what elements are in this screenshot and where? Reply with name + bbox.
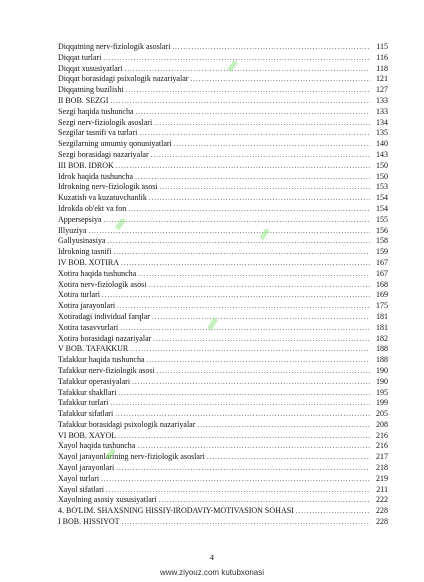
toc-entry — [58, 441, 388, 452]
toc-entry-title: Idrokning tasnifi — [58, 247, 112, 257]
toc-dot-leader — [101, 474, 370, 485]
toc-dot-leader — [135, 172, 370, 183]
toc-entry-title: Idrokda ob'ekt va fon — [58, 203, 127, 213]
toc-entry-page: 219 — [376, 473, 388, 483]
toc-entry-title: Xayolning asosiy xususiyatlari — [58, 495, 157, 505]
toc-dot-leader — [118, 431, 370, 442]
toc-entry-page: 182 — [376, 333, 388, 343]
toc-entry-title: Idrok haqida tushuncha — [58, 171, 134, 181]
toc-dot-leader — [110, 398, 370, 409]
toc-entry-page: 190 — [376, 376, 388, 386]
toc-entry — [58, 290, 388, 301]
toc-entry-title: I BOB. HISSIYOT — [58, 517, 120, 527]
toc-entry-page: 150 — [376, 160, 388, 170]
toc-dot-leader — [139, 128, 370, 139]
toc-entry-page: 181 — [376, 311, 388, 321]
toc-entry — [58, 398, 388, 409]
toc-entry-title: V BOB. TAFAKKUR — [58, 344, 129, 354]
toc-entry-page: 133 — [376, 106, 388, 116]
toc-entry-title: III BOB. IDROK — [58, 160, 114, 170]
toc-entry-title: Tafakkur operasiyalari — [58, 376, 131, 386]
toc-entry-page: 211 — [376, 484, 388, 494]
toc-entry-page: 134 — [376, 117, 388, 127]
toc-dot-leader — [118, 388, 370, 399]
toc-entry-title: Xotira nerv-fiziologik asosi — [58, 279, 147, 289]
toc-entry — [58, 474, 388, 485]
toc-entry-page: 150 — [376, 171, 388, 181]
toc-entry-page: 140 — [376, 139, 388, 149]
toc-entry — [58, 215, 388, 226]
toc-dot-leader — [121, 258, 370, 269]
toc-entry-page: 175 — [376, 301, 388, 311]
toc-entry — [58, 64, 388, 75]
toc-entry — [58, 377, 388, 388]
toc-entry-page: 228 — [376, 517, 388, 527]
toc-entry-page: 205 — [376, 409, 388, 419]
toc-entry-title: Appersepsiya — [58, 214, 102, 224]
toc-dot-leader — [115, 409, 370, 420]
page-number: 4 — [210, 553, 214, 562]
toc-entry-title: Diqqat borasidagi psixologik nazariyalar — [58, 74, 189, 84]
toc-entry-title: Kuzatish va kuzatuvchanlik — [58, 193, 147, 203]
toc-entry-page: 216 — [376, 430, 388, 440]
toc-dot-leader — [104, 215, 370, 226]
toc-entry — [58, 495, 388, 506]
toc-entry-title: Tafakkur shakllari — [58, 387, 117, 397]
toc-dot-leader — [207, 452, 370, 463]
toc-entry-page: 135 — [376, 128, 388, 138]
toc-entry — [58, 344, 388, 355]
toc-entry — [58, 334, 388, 345]
toc-entry — [58, 53, 388, 64]
toc-entry-title: Sezgi haqida tushuncha — [58, 106, 134, 116]
toc-entry-page: 199 — [376, 398, 388, 408]
toc-entry-title: VI BOB. XAYOL — [58, 430, 117, 440]
toc-entry — [58, 258, 388, 269]
toc-entry-page: 118 — [376, 63, 388, 73]
toc-entry — [58, 355, 388, 366]
toc-entry — [58, 517, 388, 528]
toc-entry-title: Illyuziya — [58, 225, 87, 235]
toc-entry — [58, 182, 388, 193]
toc-dot-leader — [132, 377, 370, 388]
toc-entry-page: 216 — [376, 441, 388, 451]
toc-entry-page: 121 — [376, 74, 388, 84]
toc-entry — [58, 463, 388, 474]
toc-entry-page: 156 — [376, 225, 388, 235]
toc-entry-page: 181 — [376, 322, 388, 332]
toc-entry-page: 155 — [376, 214, 388, 224]
toc-entry-page: 190 — [376, 365, 388, 375]
toc-dot-leader — [137, 441, 370, 452]
toc-entry — [58, 96, 388, 107]
toc-dot-leader — [125, 64, 370, 75]
toc-entry-page: 154 — [376, 203, 388, 213]
toc-entry-title: Diqqatning buzilishi — [58, 85, 124, 95]
toc-entry-title: Xotira haqida tushuncha — [58, 268, 137, 278]
toc-entry-title: Xotiradagi individual farqlar — [58, 311, 150, 321]
toc-entry-title: II BOB. SEZGI — [58, 95, 109, 105]
toc-entry-page: 228 — [376, 506, 388, 516]
toc-entry — [58, 226, 388, 237]
toc-entry-title: Xotira borasidagi nazariyalar — [58, 333, 152, 343]
toc-entry — [58, 269, 388, 280]
toc-entry — [58, 236, 388, 247]
toc-entry — [58, 506, 388, 517]
toc-entry-title: Xayol turlari — [58, 473, 100, 483]
toc-entry — [58, 193, 388, 204]
toc-entry — [58, 150, 388, 161]
toc-entry-title: Xotira jarayonlari — [58, 301, 116, 311]
toc-dot-leader — [110, 96, 370, 107]
toc-entry-page: 168 — [376, 279, 388, 289]
toc-dot-leader — [197, 420, 370, 431]
toc-entry — [58, 161, 388, 172]
toc-entry-page: 159 — [376, 247, 388, 257]
toc-entry-page: 188 — [376, 344, 388, 354]
toc-entry-page: 154 — [376, 193, 388, 203]
toc-entry-page: 115 — [376, 42, 388, 51]
toc-dot-leader — [130, 344, 370, 355]
toc-entry-title: IV BOB. XOTIRA — [58, 257, 119, 267]
toc-entry-title: Diqqat xususiyatlari — [58, 63, 123, 73]
toc-entry — [58, 323, 388, 334]
toc-entry-title: Tafakkur borasidagi psixologik nazariyalar — [58, 419, 196, 429]
toc-entry-title: Xotira tasavvurlari — [58, 322, 119, 332]
toc-entry — [58, 431, 388, 442]
toc-dot-leader — [154, 118, 370, 129]
toc-dot-leader — [136, 107, 370, 118]
toc-dot-leader — [296, 506, 370, 517]
toc-entry-title: Tafakkur nerv-fiziologik asosi — [58, 365, 155, 375]
toc-entry — [58, 485, 388, 496]
toc-entry-page: 167 — [376, 257, 388, 267]
toc-entry — [58, 118, 388, 129]
toc-dot-leader — [190, 74, 370, 85]
toc-entry-title: Sezgilarning umumiy qonuniyatlari — [58, 139, 172, 149]
toc-dot-leader — [148, 280, 370, 291]
toc-entry — [58, 139, 388, 150]
toc-entry-title: 4. BO'LIM. SHAXSNING HISSIY-IRODAVIY-MOTIVASION SOHASI — [58, 506, 294, 516]
toc-dot-leader — [120, 323, 370, 334]
toc-entry — [58, 42, 388, 53]
toc-entry-title: Idrokning nerv-fiziologik asosi — [58, 182, 158, 192]
toc-entry — [58, 85, 388, 96]
toc-entry-page: 188 — [376, 355, 388, 365]
toc-entry-title: Sezgi borasidagi nazariyalar — [58, 149, 149, 159]
toc-entry-page: 116 — [376, 52, 388, 62]
toc-dot-leader — [114, 247, 370, 258]
toc-entry-page: 169 — [376, 290, 388, 300]
toc-dot-leader — [152, 312, 370, 323]
toc-dot-leader — [151, 150, 370, 161]
footer-url: www.ziyouz.com kutubxonasi — [159, 568, 265, 577]
toc-entry-page: 127 — [376, 85, 388, 95]
toc-entry — [58, 172, 388, 183]
toc-entry — [58, 366, 388, 377]
toc-entry — [58, 247, 388, 258]
toc-entry — [58, 301, 388, 312]
toc-entry-page: 158 — [376, 236, 388, 246]
toc-dot-leader — [122, 517, 370, 528]
toc-entry-page: 217 — [376, 452, 388, 462]
toc-entry-title: Diqqatning nerv-fiziologik asoslari — [58, 42, 171, 51]
toc-entry — [58, 409, 388, 420]
toc-dot-leader — [102, 290, 370, 301]
toc-entry — [58, 388, 388, 399]
toc-dot-leader — [172, 42, 370, 53]
toc-entry-page: 143 — [376, 149, 388, 159]
toc-entry — [58, 420, 388, 431]
toc-entry-title: Sezgilar tasnifi va turlari — [58, 128, 138, 138]
toc-dot-leader — [138, 269, 370, 280]
toc-entry-title: Xotira turlari — [58, 290, 100, 300]
toc-dot-leader — [108, 236, 370, 247]
toc-entry — [58, 74, 388, 85]
toc-entry-page: 208 — [376, 419, 388, 429]
toc-entry — [58, 204, 388, 215]
toc-dot-leader — [88, 226, 370, 237]
toc-dot-leader — [153, 334, 370, 345]
toc-dot-leader — [126, 85, 370, 96]
toc-entry-page: 222 — [376, 495, 388, 505]
toc-entry — [58, 107, 388, 118]
toc-entry — [58, 312, 388, 323]
toc-entry — [58, 280, 388, 291]
toc-entry-page: 133 — [376, 95, 388, 105]
toc-entry-page: 218 — [376, 463, 388, 473]
toc-entry-title: Xayol haqida tushuncha — [58, 441, 136, 451]
toc-entry-title: Sezgi nerv-fiziologik asoslari — [58, 117, 153, 127]
toc-entry-title: Xayol sifatlari — [58, 484, 104, 494]
toc-entry-title: Gallyusinasiya — [58, 236, 106, 246]
toc-entry-title: Diqqat turlari — [58, 52, 102, 62]
toc-entry-page: 167 — [376, 268, 388, 278]
toc-entry-title: Tafakkur turlari — [58, 398, 109, 408]
toc-dot-leader — [157, 366, 370, 377]
toc-entry-title: Xayol jarayonlarining nerv-fiziologik asoslari — [58, 452, 205, 462]
toc-dot-leader — [128, 204, 370, 215]
toc-dot-leader — [159, 495, 370, 506]
toc-dot-leader — [116, 463, 370, 474]
toc-dot-leader — [160, 182, 370, 193]
toc-dot-leader — [174, 139, 370, 150]
toc-entry-page: 153 — [376, 182, 388, 192]
toc-dot-leader — [106, 485, 370, 496]
toc-dot-leader — [116, 161, 370, 172]
toc-dot-leader — [147, 355, 370, 366]
toc-dot-leader — [117, 301, 370, 312]
toc-dot-leader — [149, 193, 370, 204]
toc-entry-title: Tafakkur haqida tushuncha — [58, 355, 145, 365]
toc-entry-page: 195 — [376, 387, 388, 397]
toc-entry — [58, 128, 388, 139]
toc-entry-title: Xayol jarayonlari — [58, 463, 115, 473]
toc-entry-title: Tafakkur sifatlari — [58, 409, 114, 419]
